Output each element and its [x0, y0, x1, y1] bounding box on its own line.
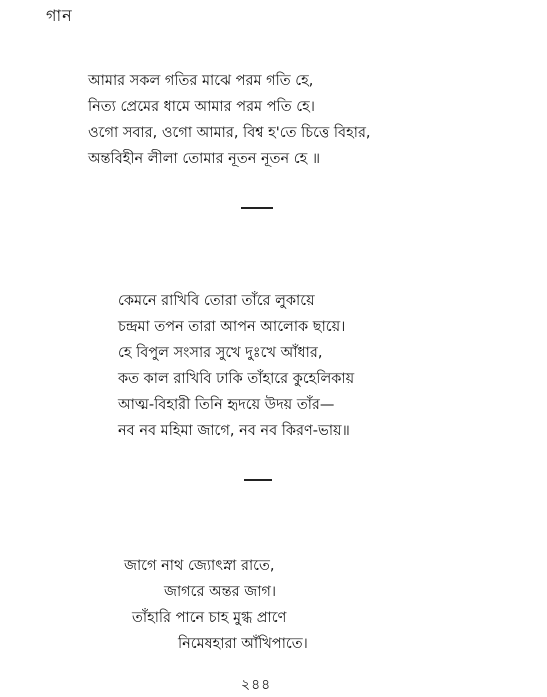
verse-line: কেমনে রাখিবি তোরা তাঁরে লুকায়ে: [118, 293, 315, 309]
stanza-3: [124, 553, 308, 657]
verse-line: নিমেষহারা আঁখিপাতে।: [178, 636, 308, 652]
verse-line: কত কাল রাখিবি ঢাকি তাঁহারে কুহেলিকায়: [118, 371, 355, 387]
stanza-1: [88, 68, 371, 172]
stanza-divider: [244, 479, 272, 481]
verse-line: জাগে নাথ জ্যোৎস্না রাতে,: [124, 558, 275, 574]
verse-line: নব নব মহিমা জাগে, নব নব কিরণ-ভায়॥: [118, 423, 350, 439]
verse-line: হে বিপুল সংসার সুখে দুঃখে আঁধার,: [118, 345, 323, 361]
page-number: ২৪৪: [241, 677, 272, 693]
page-title: গান: [46, 6, 73, 25]
verse-line: জাগরে অন্তর জাগ।: [164, 584, 277, 600]
verse-line: অন্তবিহীন লীলা তোমার নূতন নূতন হে ॥: [88, 151, 321, 167]
verse-line: চন্দ্রমা তপন তারা আপন আলোক ছায়ে।: [118, 319, 346, 335]
stanza-2: [118, 288, 354, 444]
verse-line: আমার সকল গতির মাঝে পরম গতি হে,: [88, 73, 314, 89]
verse-line: ওগো সবার, ওগো আমার, বিশ্ব হ'তে চিত্তে বিহার,: [88, 125, 371, 141]
verse-line: নিত্য প্রেমের ধামে আমার পরম পতি হে।: [88, 99, 315, 115]
verse-line: তাঁহারি পানে চাহ মুগ্ধ প্রাণে: [132, 610, 287, 626]
verse-line: আত্ম-বিহারী তিনি হৃদয়ে উদয় তাঁর—: [118, 397, 335, 413]
stanza-divider: [241, 207, 273, 209]
